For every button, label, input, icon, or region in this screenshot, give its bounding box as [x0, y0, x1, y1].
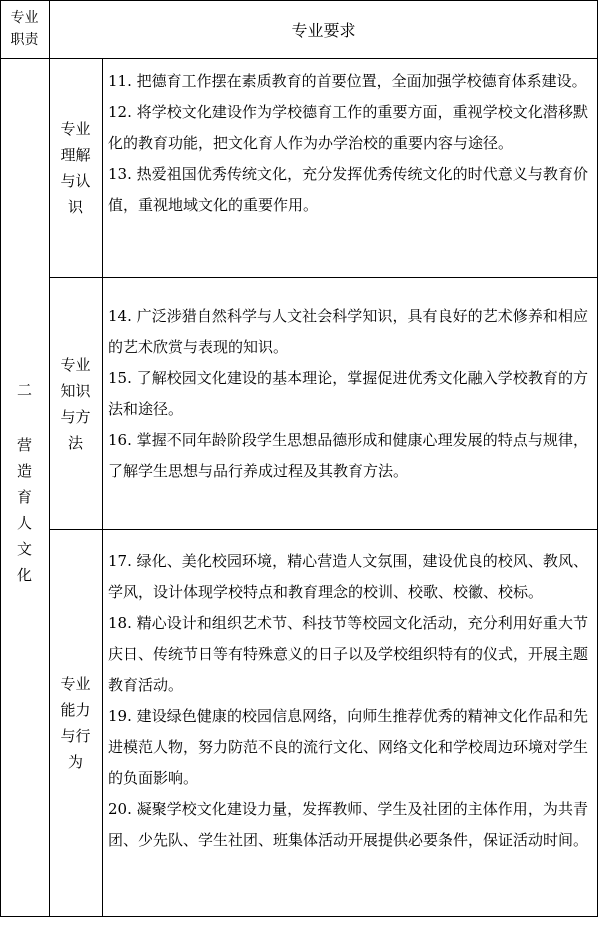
section-label-line: 与行: [60, 727, 91, 745]
section-content-3: [108, 546, 588, 856]
duty-label: 二 营造育人文化: [15, 382, 33, 593]
requirement-item: 17. 绿化、美化校园环境，精心营造人文氛围，建设优良的校风、教风、学风，设计体现学校特点和教育理念的校训、校歌、校徽、校标。: [108, 552, 588, 601]
section-label-line: 专业: [60, 120, 91, 138]
section-label-line: 能力: [60, 701, 91, 719]
requirement-item: 13. 热爱祖国优秀传统文化，充分发挥优秀传统文化的时代意义与教育价值，重视地域文化的重要作用。: [108, 165, 588, 214]
requirement-item: 15. 了解校园文化建设的基本理论，掌握促进优秀文化融入学校教育的方法和途径。: [108, 369, 588, 418]
header-duty-column: [0, 0, 49, 58]
section-label-line: 专业: [60, 675, 91, 693]
table-border-bottom: [0, 916, 598, 917]
section-label-line: 知识: [60, 381, 91, 400]
section-label-line: 专业: [60, 355, 91, 374]
section-content-1: [108, 66, 588, 221]
column-divider-sub: [102, 58, 103, 917]
section-label: [60, 352, 90, 456]
row-divider-1: [49, 277, 598, 278]
section-label-cell-2: [49, 278, 102, 529]
section-content-2: [108, 301, 588, 487]
requirement-item: 12. 将学校文化建设作为学校德育工作的重要方面，重视学校文化潜移默化的教育功能，把文化育人作为办学治校的重要内容与途径。: [108, 103, 588, 152]
section-label-line: 法: [67, 433, 83, 452]
duty-cell: [0, 58, 49, 917]
section-label-cell-3: [49, 530, 102, 916]
section-label-line: 与认: [60, 172, 91, 190]
section-label-line: 与方: [60, 407, 91, 426]
section-label: [60, 671, 90, 775]
section-label-line: 理解: [60, 146, 91, 164]
section-label-cell-1: [49, 59, 102, 277]
section-label: [60, 116, 90, 220]
requirement-item: 16. 掌握不同年龄阶段学生思想品德形成和健康心理发展的特点与规律，了解学生思想与品行养成过程及其教育方法。: [108, 431, 588, 480]
section-label-line: 识: [67, 198, 83, 216]
header-requirements-column: [49, 0, 598, 58]
requirement-item: 20. 凝聚学校文化建设力量，发挥教师、学生及社团的主体作用，为共青团、少先队、学生社团、班集体活动开展提供必要条件，保证活动时间。: [108, 800, 589, 849]
header-duty-label: 专业职责: [10, 10, 39, 48]
header-requirements-label: 专业要求: [291, 20, 356, 40]
section-label-line: 为: [67, 753, 83, 771]
row-divider-2: [49, 529, 598, 530]
requirement-item: 19. 建设绿色健康的校园信息网络，向师生推荐优秀的精神文化作品和先进模范人物，努力防范不良的流行文化、网络文化和学校周边环境对学生的负面影响。: [108, 707, 589, 787]
requirement-item: 18. 精心设计和组织艺术节、科技节等校园文化活动，充分利用好重大节庆日、传统节日等有特殊意义的日子以及学校组织特有的仪式，开展主题教育活动。: [108, 614, 589, 694]
requirement-item: 11. 把德育工作摆在素质教育的首要位置，全面加强学校德育体系建设。: [108, 72, 587, 90]
requirement-item: 14. 广泛涉猎自然科学与人文社会科学知识，具有良好的艺术修养和相应的艺术欣赏与表现的知识。: [108, 307, 588, 356]
